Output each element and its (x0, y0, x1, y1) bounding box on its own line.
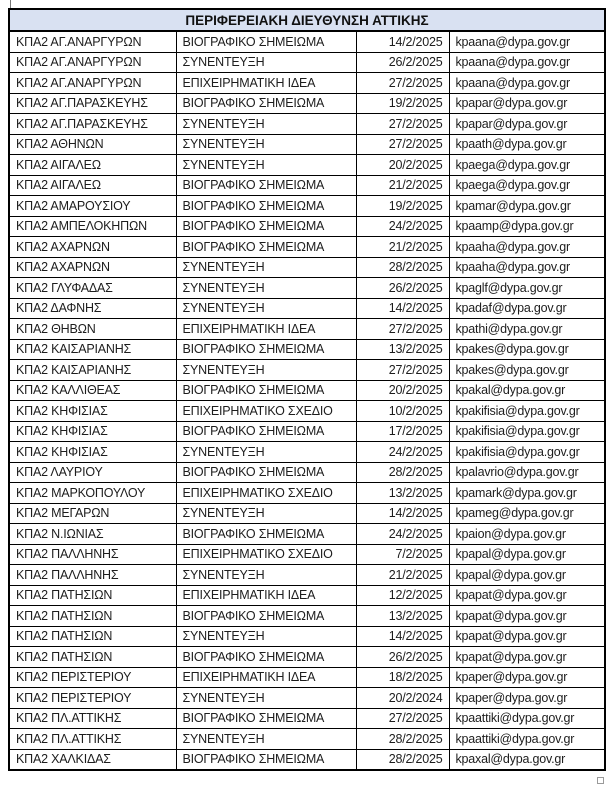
cell-service: ΕΠΙΧΕΙΡΗΜΑΤΙΚΟ ΣΧΕΔΙΟ (176, 483, 356, 504)
cell-service: ΣΥΝΕΝΤΕΥΞΗ (176, 298, 356, 319)
table-row (9, 483, 605, 504)
cell-service: ΒΙΟΓΡΑΦΙΚΟ ΣΗΜΕΙΩΜΑ (176, 175, 356, 196)
cell-email: kpaana@dypa.gov.gr (449, 73, 605, 94)
cell-email: kpapat@dypa.gov.gr (449, 606, 605, 627)
cell-email: kpaattiki@dypa.gov.gr (449, 708, 605, 729)
cell-office: ΚΠΑ2 ΠΛ.ΑΤΤΙΚΗΣ (9, 708, 176, 729)
cell-office: ΚΠΑ2 ΠΑΛΛΗΝΗΣ (9, 565, 176, 586)
cell-service: ΣΥΝΕΝΤΕΥΞΗ (176, 52, 356, 73)
cell-office: ΚΠΑ2 ΜΑΡΚΟΠΟΥΛΟΥ (9, 483, 176, 504)
cell-email: kpalavrio@dypa.gov.gr (449, 462, 605, 483)
cell-service: ΒΙΟΓΡΑΦΙΚΟ ΣΗΜΕΙΩΜΑ (176, 708, 356, 729)
table-row (9, 31, 605, 52)
table-row (9, 667, 605, 688)
cell-date: 19/2/2025 (356, 196, 449, 217)
cell-office: ΚΠΑ2 ΑΓ.ΠΑΡΑΣΚΕΥΗΣ (9, 93, 176, 114)
table-row (9, 626, 605, 647)
table-row (9, 216, 605, 237)
cell-date: 18/2/2025 (356, 667, 449, 688)
cell-office: ΚΠΑ2 ΚΗΦΙΣΙΑΣ (9, 421, 176, 442)
cell-email: kpaath@dypa.gov.gr (449, 134, 605, 155)
cell-date: 28/2/2025 (356, 749, 449, 770)
table-row (9, 524, 605, 545)
cell-office: ΚΠΑ2 ΑΙΓΑΛΕΩ (9, 155, 176, 176)
cell-email: kpapat@dypa.gov.gr (449, 585, 605, 606)
table-border-remnant (10, 0, 11, 8)
cell-date: 27/2/2025 (356, 134, 449, 155)
cell-office: ΚΠΑ2 ΘΗΒΩΝ (9, 319, 176, 340)
table-row (9, 462, 605, 483)
cell-date: 27/2/2025 (356, 319, 449, 340)
cell-date: 26/2/2025 (356, 647, 449, 668)
cell-service: ΕΠΙΧΕΙΡΗΜΑΤΙΚΟ ΣΧΕΔΙΟ (176, 544, 356, 565)
cell-office: ΚΠΑ2 ΑΧΑΡΝΩΝ (9, 237, 176, 258)
cell-office: ΚΠΑ2 ΔΑΦΝΗΣ (9, 298, 176, 319)
cell-email: kpakifisia@dypa.gov.gr (449, 401, 605, 422)
cell-email: kpamark@dypa.gov.gr (449, 483, 605, 504)
cell-email: kpaper@dypa.gov.gr (449, 688, 605, 709)
cell-service: ΕΠΙΧΕΙΡΗΜΑΤΙΚΗ ΙΔΕΑ (176, 73, 356, 94)
cell-email: kpameg@dypa.gov.gr (449, 503, 605, 524)
cell-office: ΚΠΑ2 ΜΕΓΑΡΩΝ (9, 503, 176, 524)
cell-service: ΒΙΟΓΡΑΦΙΚΟ ΣΗΜΕΙΩΜΑ (176, 380, 356, 401)
cell-email: kpakes@dypa.gov.gr (449, 360, 605, 381)
cell-date: 19/2/2025 (356, 93, 449, 114)
cell-email: kpakes@dypa.gov.gr (449, 339, 605, 360)
cell-office: ΚΠΑ2 ΑΜΑΡΟΥΣΙΟΥ (9, 196, 176, 217)
cell-office: ΚΠΑ2 Ν.ΙΩΝΙΑΣ (9, 524, 176, 545)
table-row (9, 237, 605, 258)
cell-service: ΒΙΟΓΡΑΦΙΚΟ ΣΗΜΕΙΩΜΑ (176, 606, 356, 627)
cell-email: kpaana@dypa.gov.gr (449, 52, 605, 73)
cell-date: 28/2/2025 (356, 257, 449, 278)
table-row (9, 565, 605, 586)
cell-email: kpakifisia@dypa.gov.gr (449, 442, 605, 463)
cell-email: kpaion@dypa.gov.gr (449, 524, 605, 545)
cell-marker-square (597, 777, 604, 784)
cell-service: ΒΙΟΓΡΑΦΙΚΟ ΣΗΜΕΙΩΜΑ (176, 339, 356, 360)
cell-office: ΚΠΑ2 ΑΙΓΑΛΕΩ (9, 175, 176, 196)
cell-office: ΚΠΑ2 ΠΛ.ΑΤΤΙΚΗΣ (9, 729, 176, 750)
table-row (9, 196, 605, 217)
table-row (9, 688, 605, 709)
cell-date: 21/2/2025 (356, 565, 449, 586)
cell-service: ΣΥΝΕΝΤΕΥΞΗ (176, 626, 356, 647)
table-row (9, 585, 605, 606)
table-row (9, 421, 605, 442)
cell-service: ΣΥΝΕΝΤΕΥΞΗ (176, 114, 356, 135)
table-row (9, 93, 605, 114)
cell-email: kpathi@dypa.gov.gr (449, 319, 605, 340)
table-row (9, 298, 605, 319)
table-title: ΠΕΡΙΦΕΡΕΙΑΚΗ ΔΙΕΥΘΥΝΣΗ ΑΤΤΙΚΗΣ (9, 9, 605, 31)
table-row (9, 175, 605, 196)
cell-service: ΒΙΟΓΡΑΦΙΚΟ ΣΗΜΕΙΩΜΑ (176, 93, 356, 114)
cell-office: ΚΠΑ2 ΠΕΡΙΣΤΕΡΙΟΥ (9, 667, 176, 688)
cell-date: 13/2/2025 (356, 606, 449, 627)
table-row (9, 73, 605, 94)
cell-email: kpaattiki@dypa.gov.gr (449, 729, 605, 750)
cell-office: ΚΠΑ2 ΑΧΑΡΝΩΝ (9, 257, 176, 278)
table-row (9, 319, 605, 340)
cell-date: 12/2/2025 (356, 585, 449, 606)
cell-office: ΚΠΑ2 ΠΕΡΙΣΤΕΡΙΟΥ (9, 688, 176, 709)
cell-email: kpaamp@dypa.gov.gr (449, 216, 605, 237)
cell-email: kpapal@dypa.gov.gr (449, 565, 605, 586)
cell-office: ΚΠΑ2 ΚΑΛΛΙΘΕΑΣ (9, 380, 176, 401)
cell-service: ΒΙΟΓΡΑΦΙΚΟ ΣΗΜΕΙΩΜΑ (176, 237, 356, 258)
cell-office: ΚΠΑ2 ΚΗΦΙΣΙΑΣ (9, 442, 176, 463)
cell-service: ΒΙΟΓΡΑΦΙΚΟ ΣΗΜΕΙΩΜΑ (176, 421, 356, 442)
cell-email: kpapat@dypa.gov.gr (449, 626, 605, 647)
table-row (9, 339, 605, 360)
cell-email: kpapar@dypa.gov.gr (449, 114, 605, 135)
table-row (9, 114, 605, 135)
cell-date: 26/2/2025 (356, 52, 449, 73)
cell-office: ΚΠΑ2 ΚΑΙΣΑΡΙΑΝΗΣ (9, 339, 176, 360)
cell-date: 26/2/2025 (356, 278, 449, 299)
cell-date: 24/2/2025 (356, 442, 449, 463)
cell-service: ΒΙΟΓΡΑΦΙΚΟ ΣΗΜΕΙΩΜΑ (176, 749, 356, 770)
cell-email: kpaana@dypa.gov.gr (449, 31, 605, 52)
table-row (9, 647, 605, 668)
table-body (9, 31, 605, 770)
cell-office: ΚΠΑ2 ΠΑΤΗΣΙΩΝ (9, 585, 176, 606)
cell-office: ΚΠΑ2 ΑΓ.ΑΝΑΡΓΥΡΩΝ (9, 73, 176, 94)
cell-email: kpaglf@dypa.gov.gr (449, 278, 605, 299)
cell-service: ΒΙΟΓΡΑΦΙΚΟ ΣΗΜΕΙΩΜΑ (176, 462, 356, 483)
cell-office: ΚΠΑ2 ΑΓ.ΠΑΡΑΣΚΕΥΗΣ (9, 114, 176, 135)
cell-service: ΣΥΝΕΝΤΕΥΞΗ (176, 729, 356, 750)
cell-service: ΒΙΟΓΡΑΦΙΚΟ ΣΗΜΕΙΩΜΑ (176, 216, 356, 237)
cell-date: 24/2/2025 (356, 216, 449, 237)
table-row (9, 134, 605, 155)
cell-service: ΣΥΝΕΝΤΕΥΞΗ (176, 565, 356, 586)
cell-date: 10/2/2025 (356, 401, 449, 422)
cell-service: ΕΠΙΧΕΙΡΗΜΑΤΙΚΗ ΙΔΕΑ (176, 319, 356, 340)
table-row (9, 606, 605, 627)
table-row (9, 278, 605, 299)
cell-date: 7/2/2025 (356, 544, 449, 565)
cell-date: 14/2/2025 (356, 626, 449, 647)
table-row (9, 52, 605, 73)
cell-service: ΣΥΝΕΝΤΕΥΞΗ (176, 442, 356, 463)
table-row (9, 749, 605, 770)
cell-service: ΣΥΝΕΝΤΕΥΞΗ (176, 503, 356, 524)
cell-date: 27/2/2025 (356, 73, 449, 94)
table-row (9, 442, 605, 463)
cell-date: 27/2/2025 (356, 708, 449, 729)
cell-email: kpaxal@dypa.gov.gr (449, 749, 605, 770)
cell-date: 17/2/2025 (356, 421, 449, 442)
cell-date: 20/2/2025 (356, 380, 449, 401)
cell-office: ΚΠΑ2 ΧΑΛΚΙΔΑΣ (9, 749, 176, 770)
cell-service: ΒΙΟΓΡΑΦΙΚΟ ΣΗΜΕΙΩΜΑ (176, 524, 356, 545)
cell-date: 27/2/2025 (356, 360, 449, 381)
cell-office: ΚΠΑ2 ΠΑΤΗΣΙΩΝ (9, 647, 176, 668)
table-row (9, 544, 605, 565)
cell-email: kpaaha@dypa.gov.gr (449, 237, 605, 258)
cell-date: 13/2/2025 (356, 483, 449, 504)
table-row (9, 401, 605, 422)
cell-email: kpadaf@dypa.gov.gr (449, 298, 605, 319)
cell-service: ΒΙΟΓΡΑΦΙΚΟ ΣΗΜΕΙΩΜΑ (176, 647, 356, 668)
cell-date: 24/2/2025 (356, 524, 449, 545)
cell-email: kpaaha@dypa.gov.gr (449, 257, 605, 278)
cell-date: 13/2/2025 (356, 339, 449, 360)
cell-service: ΕΠΙΧΕΙΡΗΜΑΤΙΚΗ ΙΔΕΑ (176, 667, 356, 688)
cell-service: ΣΥΝΕΝΤΕΥΞΗ (176, 278, 356, 299)
table-row (9, 503, 605, 524)
table-title-row (9, 9, 605, 31)
cell-date: 20/2/2024 (356, 688, 449, 709)
cell-office: ΚΠΑ2 ΑΜΠΕΛΟΚΗΠΩΝ (9, 216, 176, 237)
cell-email: kpakifisia@dypa.gov.gr (449, 421, 605, 442)
cell-email: kpapal@dypa.gov.gr (449, 544, 605, 565)
cell-email: kpapat@dypa.gov.gr (449, 647, 605, 668)
cell-email: kpamar@dypa.gov.gr (449, 196, 605, 217)
cell-office: ΚΠΑ2 ΚΗΦΙΣΙΑΣ (9, 401, 176, 422)
cell-office: ΚΠΑ2 ΠΑΤΗΣΙΩΝ (9, 606, 176, 627)
cell-service: ΕΠΙΧΕΙΡΗΜΑΤΙΚΗ ΙΔΕΑ (176, 585, 356, 606)
cell-service: ΒΙΟΓΡΑΦΙΚΟ ΣΗΜΕΙΩΜΑ (176, 196, 356, 217)
cell-office: ΚΠΑ2 ΚΑΙΣΑΡΙΑΝΗΣ (9, 360, 176, 381)
cell-date: 14/2/2025 (356, 31, 449, 52)
cell-office: ΚΠΑ2 ΓΛΥΦΑΔΑΣ (9, 278, 176, 299)
schedule-table (8, 8, 606, 771)
table-row (9, 380, 605, 401)
cell-date: 14/2/2025 (356, 503, 449, 524)
cell-date: 14/2/2025 (356, 298, 449, 319)
cell-email: kpaega@dypa.gov.gr (449, 175, 605, 196)
cell-date: 21/2/2025 (356, 237, 449, 258)
table-row (9, 360, 605, 381)
cell-service: ΣΥΝΕΝΤΕΥΞΗ (176, 688, 356, 709)
cell-office: ΚΠΑ2 ΑΘΗΝΩΝ (9, 134, 176, 155)
cell-office: ΚΠΑ2 ΑΓ.ΑΝΑΡΓΥΡΩΝ (9, 52, 176, 73)
cell-date: 21/2/2025 (356, 175, 449, 196)
cell-service: ΣΥΝΕΝΤΕΥΞΗ (176, 257, 356, 278)
cell-service: ΒΙΟΓΡΑΦΙΚΟ ΣΗΜΕΙΩΜΑ (176, 31, 356, 52)
table-row (9, 257, 605, 278)
table-row (9, 729, 605, 750)
cell-service: ΣΥΝΕΝΤΕΥΞΗ (176, 155, 356, 176)
cell-service: ΣΥΝΕΝΤΕΥΞΗ (176, 360, 356, 381)
cell-email: kpaega@dypa.gov.gr (449, 155, 605, 176)
cell-date: 28/2/2025 (356, 462, 449, 483)
table-row (9, 708, 605, 729)
cell-date: 28/2/2025 (356, 729, 449, 750)
cell-office: ΚΠΑ2 ΑΓ.ΑΝΑΡΓΥΡΩΝ (9, 31, 176, 52)
cell-office: ΚΠΑ2 ΠΑΛΛΗΝΗΣ (9, 544, 176, 565)
cell-office: ΚΠΑ2 ΛΑΥΡΙΟΥ (9, 462, 176, 483)
table-row (9, 155, 605, 176)
cell-date: 27/2/2025 (356, 114, 449, 135)
cell-email: kpapar@dypa.gov.gr (449, 93, 605, 114)
cell-email: kpakal@dypa.gov.gr (449, 380, 605, 401)
cell-service: ΣΥΝΕΝΤΕΥΞΗ (176, 134, 356, 155)
cell-date: 20/2/2025 (356, 155, 449, 176)
cell-office: ΚΠΑ2 ΠΑΤΗΣΙΩΝ (9, 626, 176, 647)
cell-service: ΕΠΙΧΕΙΡΗΜΑΤΙΚΟ ΣΧΕΔΙΟ (176, 401, 356, 422)
cell-email: kpaper@dypa.gov.gr (449, 667, 605, 688)
